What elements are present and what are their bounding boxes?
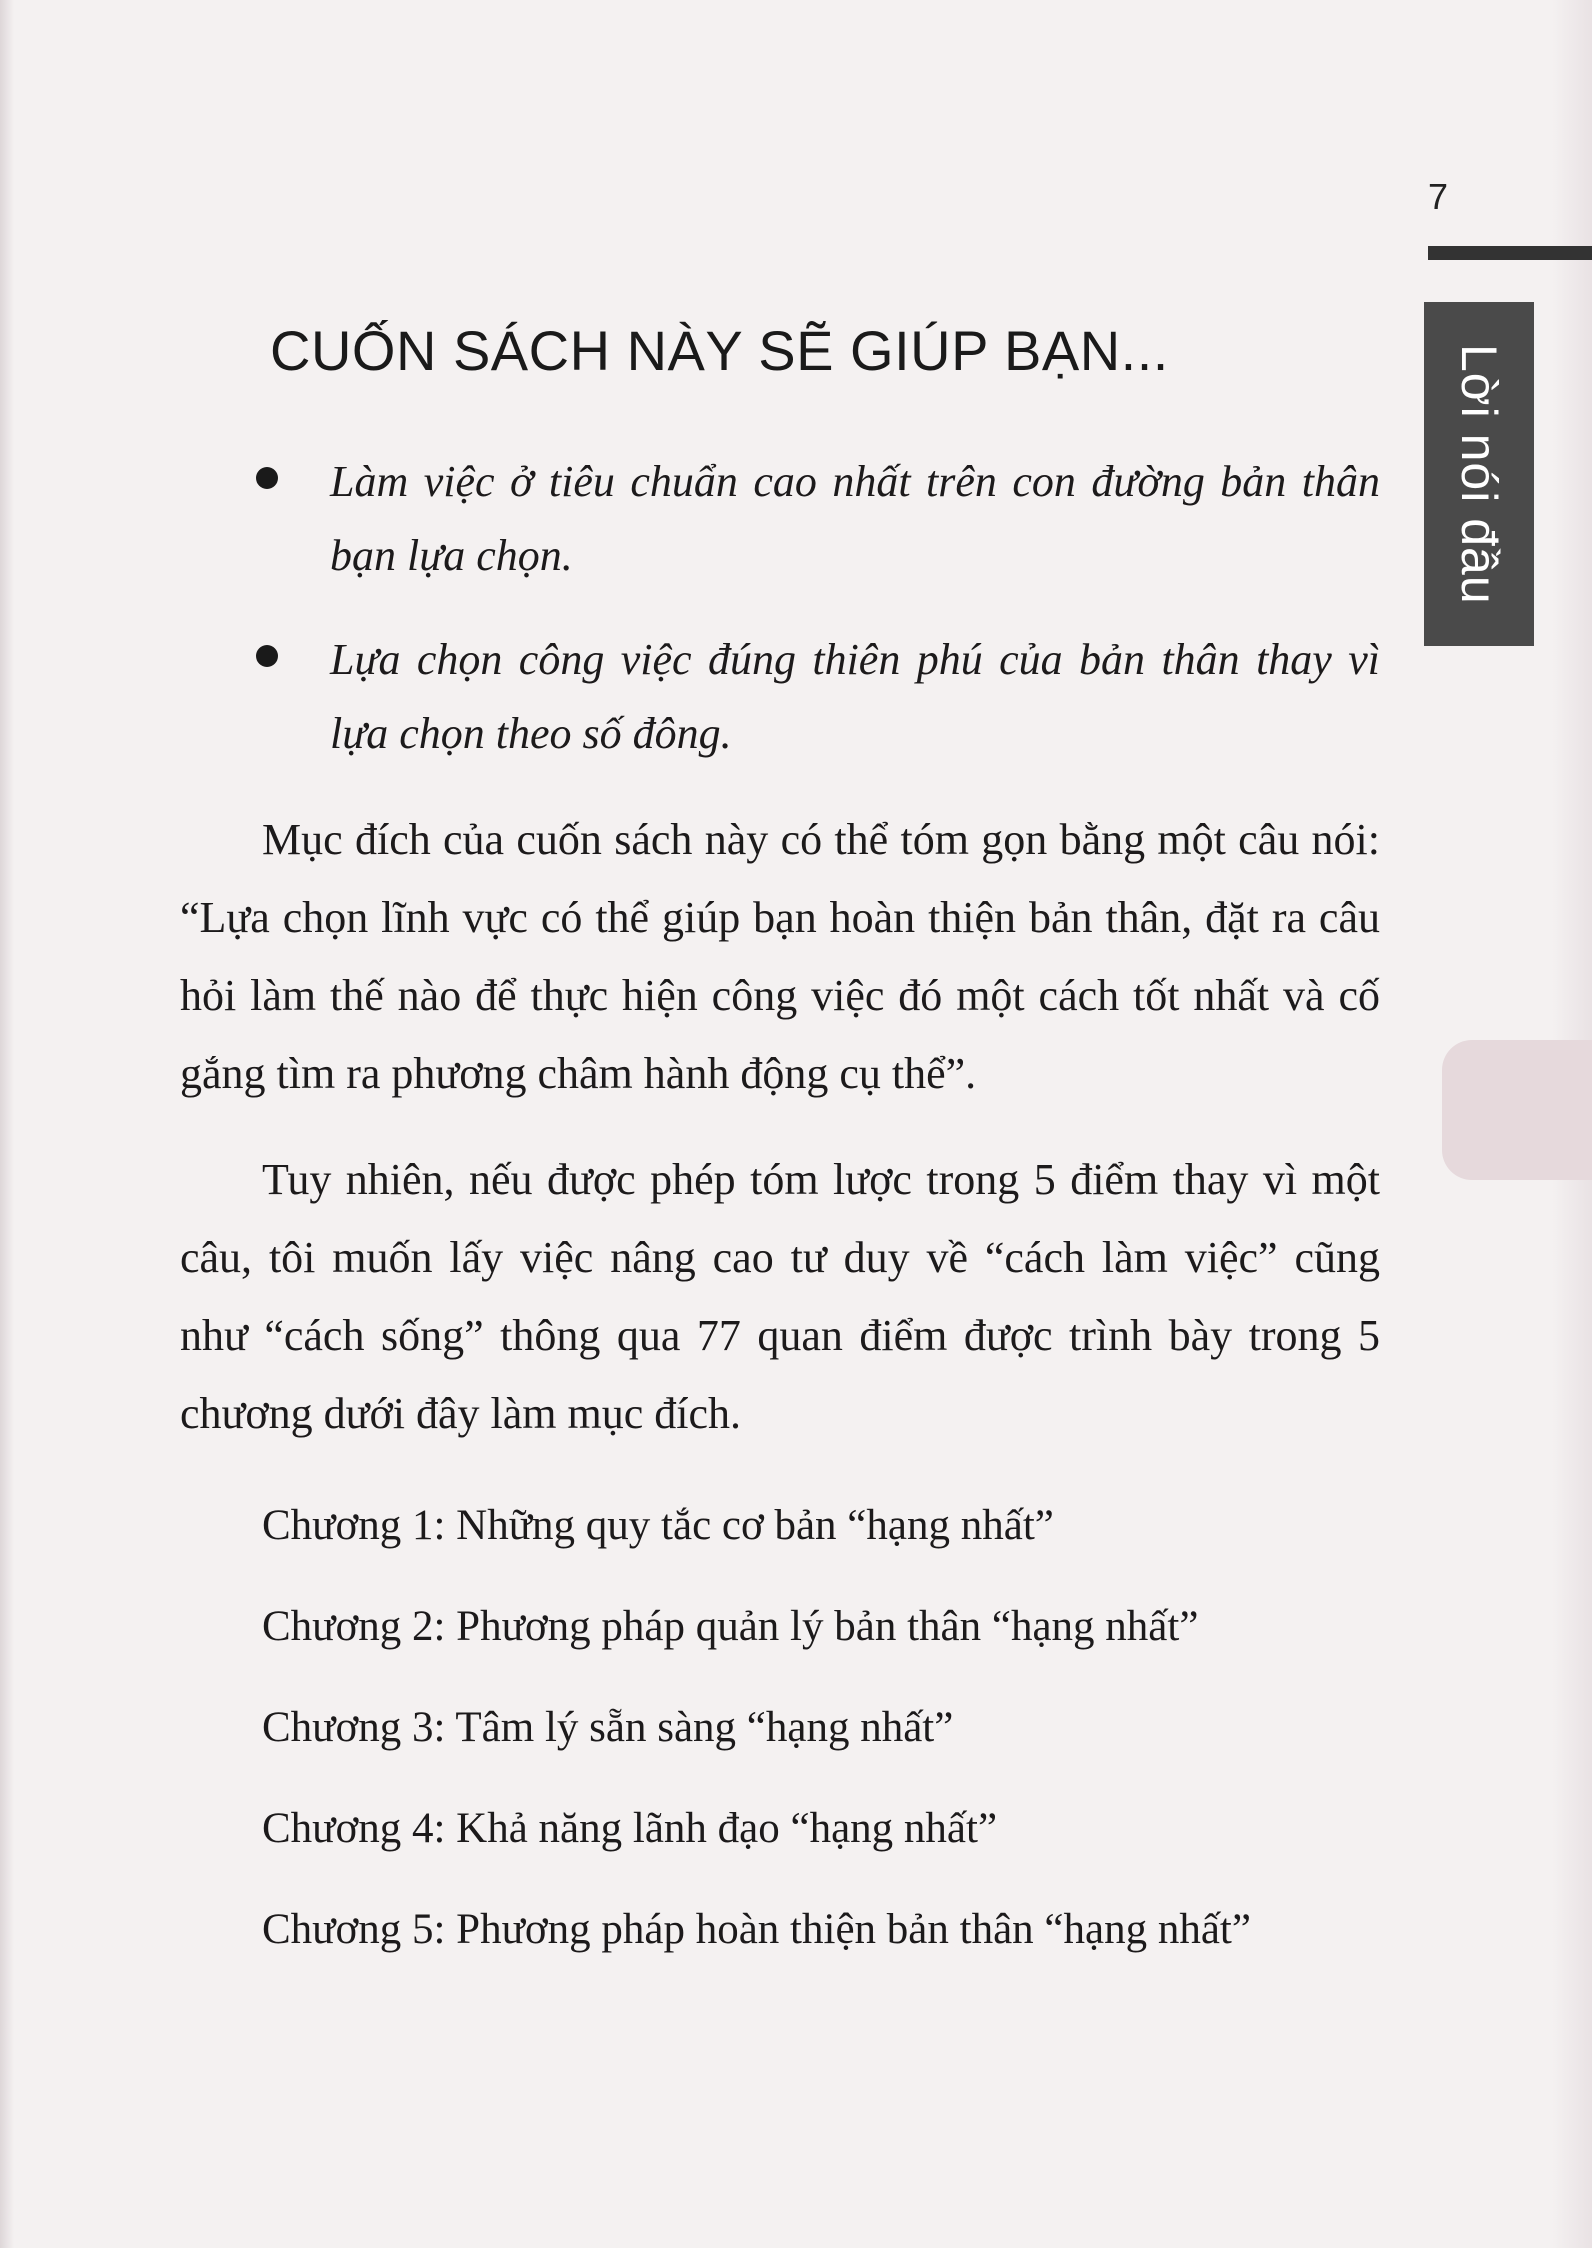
chapter-item: Chương 1: Những quy tắc cơ bản “hạng nhất” (262, 1502, 1054, 1549)
chapter-list (180, 1501, 1380, 1955)
chapter-item: Chương 2: Phương pháp quản lý bản thân “hạng nhất” (262, 1603, 1199, 1650)
section-tab-label: Lời nói đầu (1451, 343, 1507, 605)
paragraph-summary: Tuy nhiên, nếu được phép tóm lược trong 5 điểm thay vì một câu, tôi muốn lấy việc nâng cao tư duy về “cách làm việc” cũng như “cách sống” thông qua 77 quan điểm được trình bày trong 5 chương dưới đây làm mục đích. (180, 1155, 1380, 1438)
chapter-item: Chương 3: Tâm lý sẵn sàng “hạng nhất” (262, 1704, 954, 1751)
page-heading: CUỐN SÁCH NÀY SẼ GIÚP BẠN... (270, 319, 1169, 382)
bullet-icon (256, 645, 278, 667)
bullet-item (180, 623, 1380, 771)
bullet-text: Làm việc ở tiêu chuẩn cao nhất trên con đường bản thân bạn lựa chọn. (330, 457, 1380, 580)
page-content (180, 318, 1380, 2006)
bullet-text: Lựa chọn công việc đúng thiên phú của bản thân thay vì lựa chọn theo số đông. (330, 635, 1380, 758)
bullet-item (180, 445, 1380, 593)
chapter-item: Chương 4: Khả năng lãnh đạo “hạng nhất” (262, 1805, 998, 1852)
bullet-list (180, 445, 1380, 771)
chapter-item: Chương 5: Phương pháp hoàn thiện bản thân “hạng nhất” (262, 1906, 1251, 1953)
bleed-through-tab (1442, 1040, 1592, 1180)
paragraph-purpose: Mục đích của cuốn sách này có thể tóm gọn bằng một câu nói: “Lựa chọn lĩnh vực có thể giúp bạn hoàn thiện bản thân, đặt ra câu hỏi làm thế nào để thực hiện công việc đó một cách tốt nhất và cố gắng tìm ra phương châm hành động cụ thể”. (180, 815, 1380, 1098)
page-number: 7 (1428, 176, 1449, 217)
bullet-icon (256, 467, 278, 489)
page-number-bar (1428, 246, 1592, 260)
page-edge-left (0, 0, 14, 2248)
